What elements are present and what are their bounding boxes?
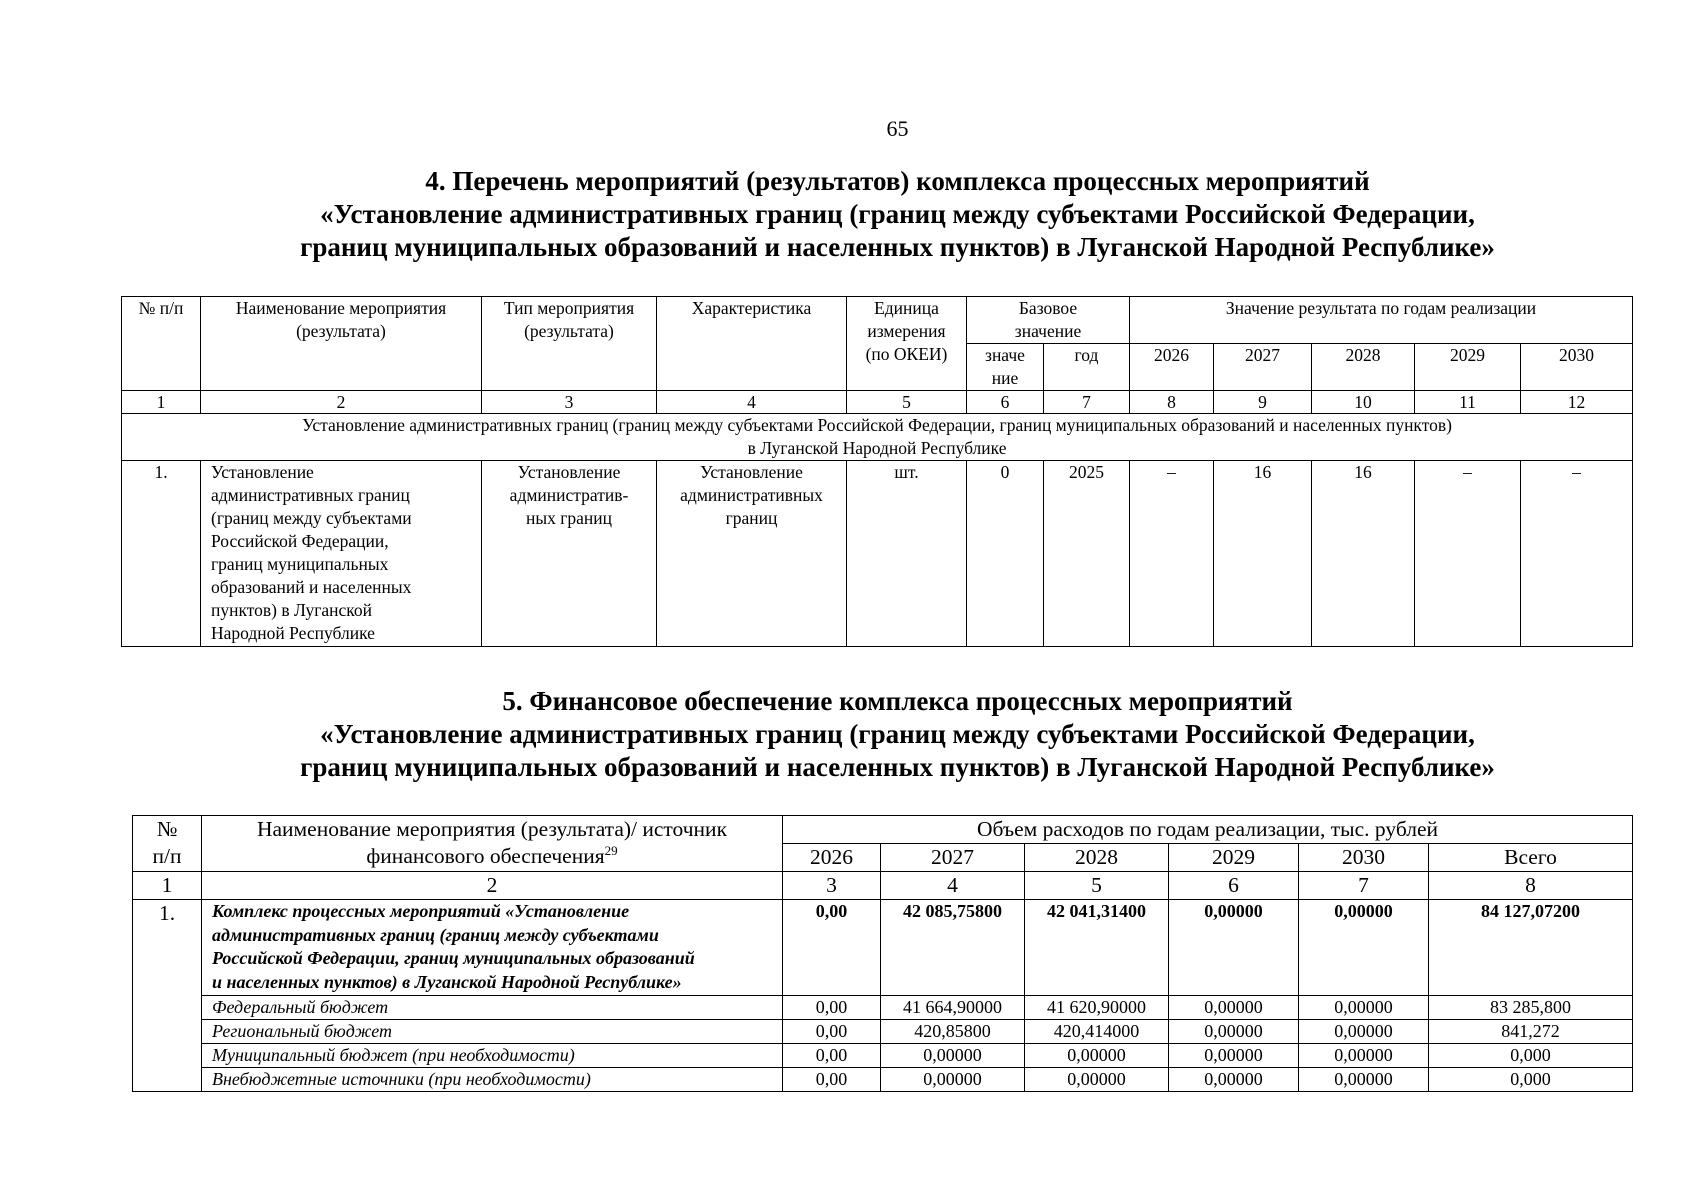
source-value: 0,00000 [1299, 1068, 1429, 1092]
header-base [967, 297, 1130, 344]
main-value-2026: 0,00 [783, 900, 881, 996]
header-num-line: п/п [152, 844, 182, 868]
results-table [121, 296, 1633, 647]
source-value: 420,85800 [881, 1020, 1025, 1044]
source-value: 0,00000 [881, 1068, 1025, 1092]
source-value: 0,00000 [1299, 1044, 1429, 1068]
header-year: 2029 [1169, 844, 1299, 872]
header-year: 2030 [1299, 844, 1429, 872]
source-value: 0,00000 [1025, 1044, 1169, 1068]
row-name-line: образований и населенных [211, 577, 412, 597]
group-title [122, 414, 1633, 461]
section-4-title-line: 4. Перечень мероприятий (результатов) комплекса процессных мероприятий [425, 166, 1370, 196]
source-value: 0,00000 [1299, 1020, 1429, 1044]
header-result-by-years: Значение результата по годам реализации [1130, 297, 1633, 344]
header-base-value-line: ние [991, 368, 1019, 388]
group-title-line: в Луганской Народной Республике [747, 438, 1007, 458]
column-number: 5 [1025, 872, 1169, 900]
main-row-name-line: и населенных пунктов) в Луганской Народной Республике» [212, 971, 682, 992]
row-value-2027: 16 [1214, 461, 1312, 647]
header-unit-line: (по ОКЕИ) [865, 344, 948, 364]
header-num [133, 816, 202, 872]
row-value-2030: – [1521, 461, 1633, 647]
main-row-name [202, 900, 783, 996]
source-value: 420,414000 [1025, 1020, 1169, 1044]
table-row [133, 900, 1633, 996]
header-unit-line: Единица [874, 298, 939, 318]
column-number: 6 [967, 391, 1044, 414]
table-row [122, 461, 1633, 647]
section-5-title [0, 685, 1697, 784]
source-value: 841,272 [1429, 1020, 1633, 1044]
column-number: 4 [657, 391, 847, 414]
source-value: 0,000 [1429, 1068, 1633, 1092]
row-name-line: административных границ [211, 485, 410, 505]
header-name-text: финансового обеспечения [366, 844, 605, 868]
row-type-line: ных границ [525, 508, 613, 528]
source-value: 0,00 [783, 1020, 881, 1044]
row-type-line: Установление [517, 462, 621, 482]
row-value-2028: 16 [1312, 461, 1415, 647]
column-number: 6 [1169, 872, 1299, 900]
header-name-line [206, 843, 778, 870]
source-value: 0,00000 [1169, 1068, 1299, 1092]
header-characteristic: Характеристика [657, 297, 847, 391]
source-value: 0,00000 [1169, 996, 1299, 1020]
main-value-2029: 0,00000 [1169, 900, 1299, 996]
header-type: Тип мероприятия (результата) [482, 297, 657, 391]
column-number: 4 [881, 872, 1025, 900]
main-value-2027: 42 085,75800 [881, 900, 1025, 996]
column-number: 3 [783, 872, 881, 900]
source-value: 0,00 [783, 1044, 881, 1068]
header-volume: Объем расходов по годам реализации, тыс. рублей [783, 816, 1633, 844]
source-value: 0,00000 [1169, 1044, 1299, 1068]
main-value-2030: 0,00000 [1299, 900, 1429, 996]
column-number: 8 [1130, 391, 1214, 414]
column-number: 7 [1299, 872, 1429, 900]
row-base-value: 0 [967, 461, 1044, 647]
header-num-line: № [156, 817, 178, 841]
header-name-line: Наименование мероприятия (результата)/ источник [256, 817, 728, 841]
header-base-year: год [1044, 344, 1130, 391]
header-name: Наименование мероприятия (результата) [201, 297, 482, 391]
header-num: № п/п [122, 297, 201, 391]
column-number: 12 [1521, 391, 1633, 414]
row-type-line: административ- [509, 485, 629, 505]
row-characteristic [657, 461, 847, 647]
row-name-line: (границ между субъектами [211, 508, 412, 528]
page-number: 65 [886, 116, 909, 141]
source-name: Внебюджетные источники (при необходимости) [202, 1068, 783, 1092]
column-number: 5 [847, 391, 967, 414]
table-row [133, 996, 1633, 1020]
row-name-line: Народной Республике [211, 623, 375, 643]
row-name-line: пунктов) в Луганской [211, 600, 373, 620]
column-number: 10 [1312, 391, 1415, 414]
column-number: 7 [1044, 391, 1130, 414]
footnote-marker: 29 [604, 842, 618, 858]
section-5-title-line: границ муниципальных образований и населенных пунктов) в Луганской Народной Республике» [300, 752, 1495, 782]
header-year: 2029 [1415, 344, 1521, 391]
main-row-name-line: административных границ (границ между субъектами [212, 924, 659, 945]
source-value: 0,00 [783, 996, 881, 1020]
header-year: 2026 [1130, 344, 1214, 391]
row-base-year: 2025 [1044, 461, 1130, 647]
header-base-value [967, 344, 1044, 391]
column-number: 3 [482, 391, 657, 414]
row-name-line: Установление [211, 462, 314, 482]
row-type [482, 461, 657, 647]
column-number: 11 [1415, 391, 1521, 414]
header-base-line: Базовое [1018, 298, 1078, 318]
source-value: 0,00 [783, 1068, 881, 1092]
source-name: Региональный бюджет [202, 1020, 783, 1044]
section-4-title [0, 165, 1697, 264]
financing-table [132, 815, 1633, 1092]
header-year: 2028 [1025, 844, 1169, 872]
table-row [133, 1020, 1633, 1044]
column-number: 2 [201, 391, 482, 414]
header-year: 2027 [1214, 344, 1312, 391]
main-row-name-line: Комплекс процессных мероприятий «Установление [212, 901, 630, 921]
section-4-title-line: «Установление административных границ (границ между субъектами Российской Федерации, [320, 199, 1475, 229]
header-year: 2028 [1312, 344, 1415, 391]
source-value: 0,00000 [1169, 1020, 1299, 1044]
header-unit [847, 297, 967, 391]
source-value: 0,00000 [881, 1044, 1025, 1068]
main-value-total: 84 127,07200 [1429, 900, 1633, 996]
header-base-line: значение [1014, 321, 1082, 341]
source-name: Федеральный бюджет [202, 996, 783, 1020]
row-unit: шт. [847, 461, 967, 647]
row-value-2029: – [1415, 461, 1521, 647]
source-value: 41 620,90000 [1025, 996, 1169, 1020]
table-row [133, 1044, 1633, 1068]
column-number: 1 [122, 391, 201, 414]
header-year: 2030 [1521, 344, 1633, 391]
row-name [201, 461, 482, 647]
source-value: 0,00000 [1299, 996, 1429, 1020]
group-title-line: Установление административных границ (границ между субъектами Российской Федерации, границ муниципальных образований и населенных пунктов) [302, 415, 1452, 435]
row-characteristic-line: границ [725, 508, 778, 528]
header-base-value-line: значе [985, 345, 1025, 365]
main-row-name-line: Российской Федерации, границ муниципальных образований [212, 948, 695, 968]
row-characteristic-line: административных [680, 485, 823, 505]
source-value: 41 664,90000 [881, 996, 1025, 1020]
row-value-2026: – [1130, 461, 1214, 647]
header-year: 2026 [783, 844, 881, 872]
source-value: 83 285,800 [1429, 996, 1633, 1020]
column-number: 9 [1214, 391, 1312, 414]
header-total: Всего [1429, 844, 1633, 872]
section-5-title-line: «Установление административных границ (границ между субъектами Российской Федерации, [320, 719, 1475, 749]
table-row [133, 1068, 1633, 1092]
source-value: 0,000 [1429, 1044, 1633, 1068]
source-name: Муниципальный бюджет (при необходимости) [202, 1044, 783, 1068]
source-value: 0,00000 [1025, 1068, 1169, 1092]
header-unit-line: измерения [867, 321, 946, 341]
section-5-title-line: 5. Финансовое обеспечение комплекса процессных мероприятий [502, 686, 1293, 716]
row-name-line: границ муниципальных [211, 554, 389, 574]
row-num: 1. [133, 900, 202, 1092]
column-number: 8 [1429, 872, 1633, 900]
row-name-line: Российской Федерации, [211, 531, 389, 551]
row-characteristic-line: Установление [700, 462, 803, 482]
section-4-title-line: границ муниципальных образований и населенных пунктов) в Луганской Народной Республике» [300, 232, 1495, 262]
row-num: 1. [122, 461, 201, 647]
main-value-2028: 42 041,31400 [1025, 900, 1169, 996]
column-number: 1 [133, 872, 202, 900]
header-year: 2027 [881, 844, 1025, 872]
header-name-source [202, 816, 783, 872]
column-number: 2 [202, 872, 783, 900]
